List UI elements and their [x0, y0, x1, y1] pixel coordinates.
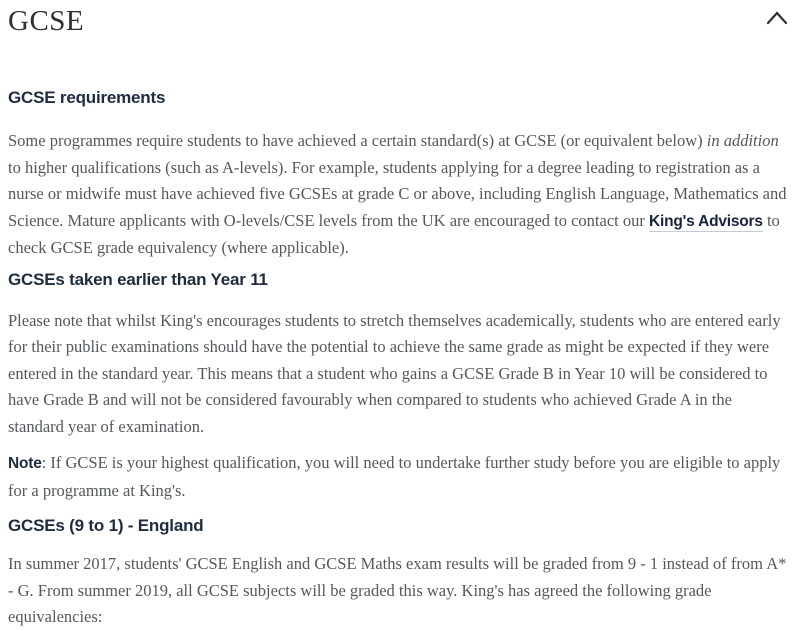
- paragraph-segment: to higher qualifications (such as A-levels). For example, students applying for a degree leading to registration as a nurse or midwife must have achieved five GCSEs at grade C or above, including English Language, Mathematics and Science. Mature applicants with O-levels/CSE levels from the UK are encouraged to contact our: [8, 157, 787, 230]
- paragraph-segment: to check GCSE grade equivalency (where applicable).: [8, 210, 780, 257]
- heading-gcse-requirements: GCSE requirements: [8, 88, 166, 107]
- italic-phrase-in-addition: in addition: [706, 131, 779, 150]
- note-text: : If GCSE is your highest qualification, you will need to undertake further study before you are eligible to apply for a programme at King's.: [8, 453, 781, 500]
- accordion-title: GCSE: [8, 5, 85, 37]
- chevron-up-icon: [765, 17, 789, 32]
- heading-gcses-9-to-1-england: GCSEs (9 to 1) - England: [8, 516, 204, 535]
- paragraph-nine-to-one: In summer 2017, students' GCSE English and GCSE Maths exam results will be graded from 9 - 1 instead of from A* - G. From summer 2019, all GCSE subjects will be graded this way. King's has agreed the following grade equivalencies:: [8, 554, 787, 626]
- paragraph-gcse-requirements: [8, 128, 789, 262]
- collapse-section-button[interactable]: [765, 9, 789, 29]
- accordion-header-gcse[interactable]: [0, 0, 797, 40]
- heading-gcses-taken-earlier: GCSEs taken earlier than Year 11: [8, 269, 268, 289]
- paragraph-early-entry: Please note that whilst King's encourages students to stretch themselves academically, students who are entered early for their public examinations should have the potential to achieve the same grade as might be expected if they were entered in the standard year. This means that a student who gains a GCSE Grade B in Year 10 will be considered to have Grade B and will not be considered favourably when compared to students who achieved Grade A in the standard year of examination.: [8, 310, 781, 436]
- kings-advisors-link[interactable]: King's Advisors: [649, 212, 763, 230]
- accordion-content: [0, 88, 797, 631]
- note-label: Note: [8, 455, 42, 472]
- paragraph-note: [8, 450, 789, 504]
- paragraph-segment: Some programmes require students to have achieved a certain standard(s) at GCSE (or equivalent below): [8, 131, 707, 150]
